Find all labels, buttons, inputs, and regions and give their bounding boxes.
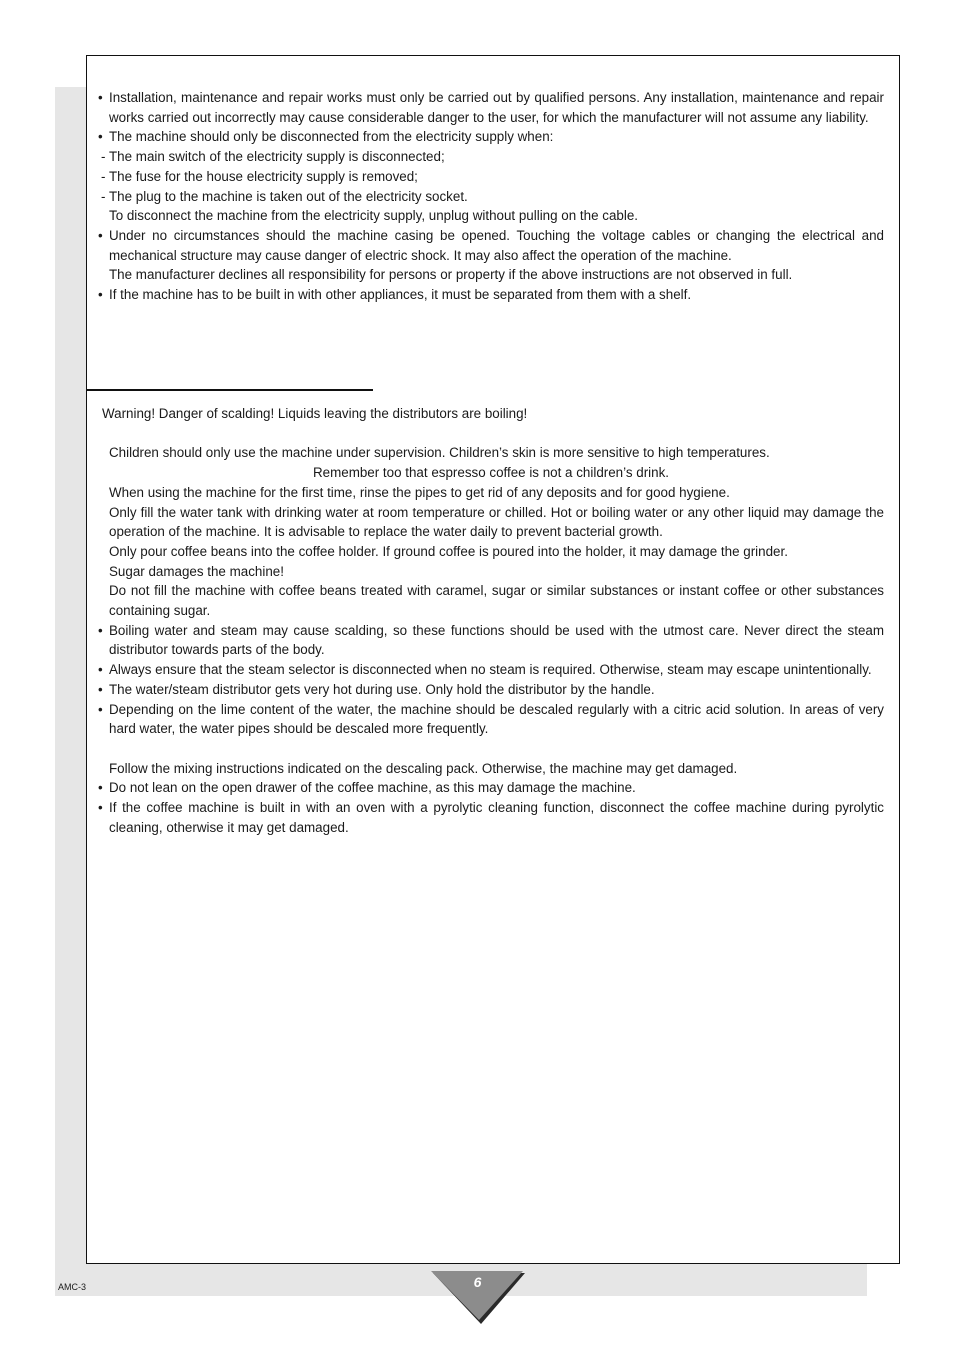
list-item: [98, 265, 884, 285]
document-code: AMC-3: [58, 1282, 87, 1292]
section-divider: [87, 389, 373, 391]
dash-marker: -: [101, 168, 106, 184]
bullet-marker: •: [98, 622, 103, 638]
children-espresso-note: Remember too that espresso coffee is not a children’s drink.: [312, 465, 670, 481]
list-item-text: Always ensure that the steam selector is disconnected when no steam is required. Otherwise, steam may escape unintentionally.: [109, 662, 872, 678]
list-item: [98, 187, 884, 207]
list-item-text: The main switch of the electricity supply is disconnected;: [109, 149, 445, 165]
spacer: [98, 739, 884, 759]
list-item-text: To disconnect the machine from the electricity supply, unplug without pulling on the cable.: [109, 208, 638, 224]
bullet-marker: •: [98, 780, 103, 796]
list-item-text: The plug to the machine is taken out of the electricity socket.: [109, 188, 468, 204]
safety-instructions-list: [98, 88, 884, 305]
list-item: [98, 206, 884, 226]
list-item-text: Do not lean on the open drawer of the coffee machine, as this may damage the machine.: [109, 780, 636, 796]
list-item: [98, 285, 884, 305]
spacer: [98, 424, 884, 444]
list-item-text: The water/steam distributor gets very hot during use. Only hold the distributor by the handle.: [109, 681, 655, 697]
list-item-text: Installation, maintenance and repair works must only be carried out by qualified persons. Any installation, maintenance and repair works carried out incorrectly may cause considerable danger to the user, for which the manufacturer will not assume any liability.: [109, 90, 884, 125]
bullet-marker: •: [98, 800, 103, 816]
list-item-text: The manufacturer declines all responsibility for persons or property if the above instructions are not observed in full.: [109, 267, 793, 283]
bullet-marker: •: [98, 227, 103, 243]
descaling-mixing-note: Follow the mixing instructions indicated on the descaling pack. Otherwise, the machine may get damaged.: [109, 760, 738, 776]
bullet-marker: •: [98, 287, 103, 303]
warning-line: Warning! Danger of scalding! Liquids leaving the distributors are boiling!: [102, 406, 528, 421]
list-item-text: Boiling water and steam may cause scalding, so these functions should be used with the utmost care. Never direct the steam distributor towards parts of the body.: [109, 622, 884, 658]
first-use-note: When using the machine for the first time, rinse the pipes to get rid of any deposits and for good hygiene.: [109, 484, 730, 500]
list-item: [98, 167, 884, 187]
bullet-marker: •: [98, 701, 103, 717]
list-item: [98, 778, 884, 798]
dash-marker: -: [101, 149, 106, 165]
caramel-beans-note: Do not fill the machine with coffee beans treated with caramel, sugar or similar substances or instant coffee or other substances containing sugar.: [109, 583, 884, 619]
dash-marker: -: [101, 188, 106, 204]
list-item: [98, 147, 884, 167]
coffee-beans-note: Only pour coffee beans into the coffee holder. If ground coffee is poured into the holder, it may damage the grinder.: [109, 543, 788, 559]
list-item: [98, 127, 884, 147]
children-supervision: Children should only use the machine under supervision. Children’s skin is more sensitive to high temperatures.: [109, 445, 770, 461]
list-item-text: If the coffee machine is built in with an oven with a pyrolytic cleaning function, disconnect the coffee machine during pyrolytic cleaning, otherwise it may get damaged.: [109, 800, 884, 835]
bullet-marker: •: [98, 662, 103, 678]
list-item: [98, 88, 884, 127]
list-item-text: The fuse for the house electricity supply is removed;: [109, 168, 418, 184]
list-item-text: Depending on the lime content of the water, the machine should be descaled regularly with a citric acid solution. In areas of very hard water, the water pipes should be descaled more frequently.: [109, 701, 884, 737]
list-item: [98, 621, 884, 660]
bullet-marker: •: [98, 681, 103, 697]
list-item-text: If the machine has to be built in with other appliances, it must be separated from them with a shelf.: [109, 287, 692, 303]
water-tank-note: Only fill the water tank with drinking water at room temperature or chilled. Hot or boiling water or any other liquid may damage the operation of the machine. It is advisable to replace the water daily to prevent bacterial growth.: [109, 504, 884, 540]
sugar-warning: Sugar damages the machine!: [109, 563, 284, 579]
list-item-text: The machine should only be disconnected from the electricity supply when:: [109, 129, 554, 145]
list-item: [98, 226, 884, 265]
list-item-text: Under no circumstances should the machine casing be opened. Touching the voltage cables or changing the electrical and mechanical structure may cause danger of electric shock. It may also affect the operation of the machine.: [109, 227, 884, 263]
list-item: [98, 798, 884, 837]
bullet-marker: •: [98, 90, 103, 105]
margin-band-left: [55, 87, 87, 1263]
usage-warnings-list: [98, 404, 884, 837]
page-number-tab: [430, 1270, 525, 1324]
list-item: [98, 700, 884, 739]
list-item: [98, 680, 884, 700]
bullet-marker: •: [98, 129, 103, 145]
page-number: 6: [473, 1274, 482, 1290]
list-item: [98, 660, 884, 680]
